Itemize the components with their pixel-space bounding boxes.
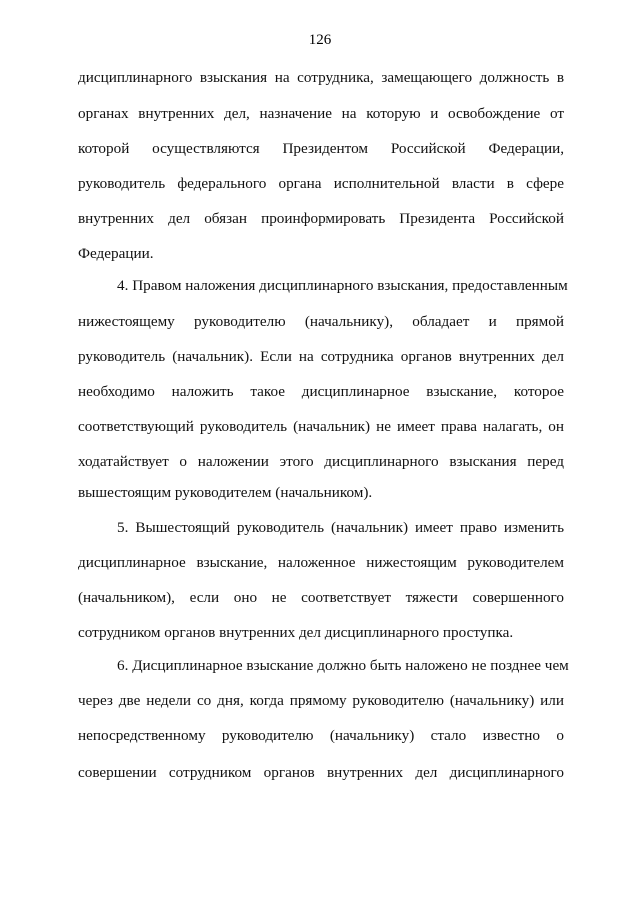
text-line: соответствующий руководитель (начальник) не имеет права налагать, он xyxy=(78,418,564,435)
paragraph-first-line: 6. Дисциплинарное взыскание должно быть наложено не позднее чем xyxy=(117,657,569,674)
text-line: дисциплинарное взыскание, наложенное нижестоящим руководителем xyxy=(78,554,564,571)
text-line: ходатайствует о наложении этого дисциплинарного взыскания перед xyxy=(78,453,564,470)
text-line: руководитель (начальник). Если на сотрудника органов внутренних дел xyxy=(78,348,564,365)
text-line: дисциплинарного взыскания на сотрудника, замещающего должность в xyxy=(78,69,564,86)
text-line: нижестоящему руководителю (начальнику), обладает и прямой xyxy=(78,313,564,330)
paragraph-first-line: 4. Правом наложения дисциплинарного взыскания, предоставленным xyxy=(117,277,568,294)
text-line: сотрудником органов внутренних дел дисциплинарного проступка. xyxy=(78,624,514,641)
text-line: внутренних дел обязан проинформировать Президента Российской xyxy=(78,210,564,227)
text-line: через две недели со дня, когда прямому руководителю (начальнику) или xyxy=(78,692,564,709)
text-line: вышестоящим руководителем (начальником). xyxy=(78,484,373,501)
text-line: которой осуществляются Президентом Российской Федерации, xyxy=(78,140,564,157)
text-line: необходимо наложить такое дисциплинарное взыскание, которое xyxy=(78,383,564,400)
text-line: (начальником), если оно не соответствует тяжести совершенного xyxy=(78,589,564,606)
paragraph-first-line: 5. Вышестоящий руководитель (начальник) имеет право изменить xyxy=(117,519,564,536)
text-line: руководитель федерального органа исполнительной власти в сфере xyxy=(78,175,564,192)
text-line: Федерации. xyxy=(78,245,154,262)
page-number: 126 xyxy=(308,32,332,48)
text-line: непосредственному руководителю (начальнику) стало известно о xyxy=(78,727,564,744)
text-line: совершении сотрудником органов внутренних дел дисциплинарного xyxy=(78,764,564,781)
text-line: органах внутренних дел, назначение на которую и освобождение от xyxy=(78,105,564,122)
